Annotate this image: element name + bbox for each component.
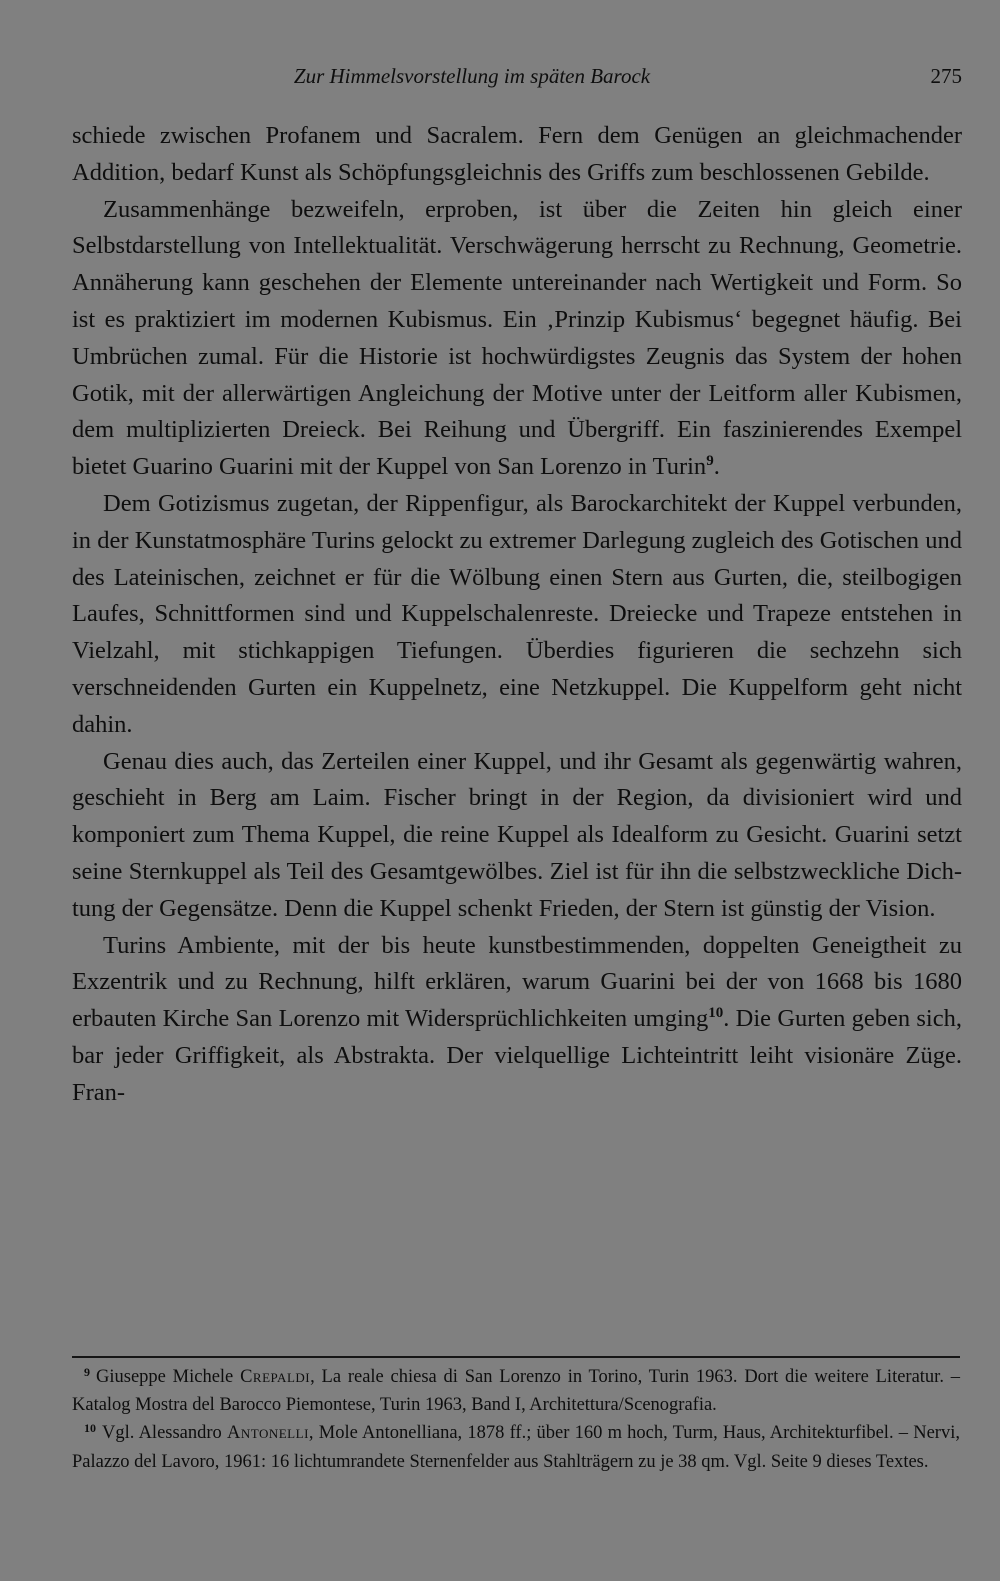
page-number: 275 (930, 64, 962, 88)
footnote-number: 10 (84, 1421, 96, 1436)
paragraph-gotizismus: Dem Gotizismus zugetan, der Rippenfigur, als Barockarchitekt der Kuppel verbunden, in der Kunstatmosphäre Turins gelockt zu extremer Darlegung zugleich des Gotischen und des Lateinischen, zeichnet er für die Wölbung einen Stern aus Gurten, die, steilbogigen Laufes, Schnittformen sind und Kuppelschalenreste. Dreiecke und Trapeze entstehen in Vielzahl, mit stichkappigen Tiefungen. Überdies figurieren die sechzehn sich verschneidenden Gurten ein Kuppelnetz, eine Netzkuppel. Die Kuppelform geht nicht dahin. (72, 489, 962, 738)
paragraph-turins-ambiente (72, 928, 962, 1112)
footnote-text: Giuseppe Michele (96, 1367, 241, 1387)
footnote-reference-10[interactable]: 10 (708, 1005, 724, 1022)
footnote-9 (72, 1363, 960, 1419)
paragraph-text-end: . Die Gurten geben sich, bar jeder Griffigkeit, als Abstrakta. Der vielquellige Lichteintritt leiht visionäre Züge. Fran- (72, 1005, 962, 1106)
body-text (72, 118, 962, 1112)
paragraph-kubismus (72, 192, 962, 486)
footnote-divider (72, 1356, 960, 1358)
running-head (72, 62, 962, 92)
footnote-text: Vgl. Alessandro (102, 1423, 228, 1444)
paragraph-text: Turins Ambiente, mit der bis heute kunstbestimmenden, doppelten Geneigtheit zu Exzentrik und zu Rechnung, hilft erklären, warum Guarini bei der von 1668 bis 1680 erbauten Kirche San Lorenzo mit Widersprüchlichkeiten umging (72, 931, 962, 1033)
paragraph-text: Zusammenhänge bezweifeln, erproben, ist über die Zeiten hin gleich einer Selbstdarstellung von Intellektualität. Verschwägerung herrscht zu Rechnung, Geometrie. Annäherung kann geschehen der Elemente untereinander nach Wertigkeit und Form. So ist es praktiziert im modernen Kubismus. Ein ‚Prinzip Kubismus‘ begegnet häufig. Bei Umbrüchen zumal. Für die Historie ist hochwürdigstes Zeugnis das System der hohen Gotik, mit der allerwärtigen Angleichung der Motive unter der Leitform aller Kubismen, dem multiplizierten Dreieck. Bei Reihung und Übergriff. Ein faszinierendes Exempel bietet Guarino Guarini mit der Kuppel von San Lorenzo in Turin (72, 195, 962, 481)
paragraph-berg-am-laim: Genau dies auch, das Zerteilen einer Kuppel, und ihr Gesamt als gegenwärtig wahren, geschieht in Berg am Laim. Fischer bringt in der Region, da divisioniert wird und komponiert zum Thema Kuppel, die reine Kuppel als Idealform zu Gesicht. Guarini setzt seine Sternkuppel als Teil des Gesamtgewölbes. Ziel ist für ihn die selbstzweckliche Dichtung der Gegensätze. Denn die Kuppel schenkt Frieden, der Stern ist günstig der Vision. (72, 747, 962, 922)
footnote-author: Antonelli (227, 1423, 309, 1444)
footnote-10 (72, 1419, 960, 1475)
footnote-number: 9 (84, 1365, 90, 1379)
footnote-author: Crepaldi (240, 1367, 311, 1387)
footnotes (72, 1363, 960, 1476)
footnote-text: , Mole Antonelliana, 1878 ff.; über 160 m hoch, Turm, Haus, Architekturfibel. – Nervi, Palazzo del Lavoro, 1961: 16 lichtumrandete Sternenfelder aus Stahlträgern zu je 38 qm. Vgl. Seite 9 dieses Textes. (72, 1423, 960, 1472)
running-title: Zur Himmelsvorstellung im späten Barock (293, 64, 651, 88)
footnote-reference-9[interactable]: 9 (706, 453, 714, 470)
paragraph-text-end: . (713, 453, 720, 481)
footnote-text: , La reale chiesa di San Lorenzo in Torino, Turin 1963. Dort die weitere Literatur. – Katalog Mostra del Barocco Piemontese, Turin 1963, Band I, Architettura/Scenografia. (72, 1367, 960, 1416)
paragraph-continued: schiede zwischen Profanem und Sacralem. Fern dem Genügen an gleichmachender Addition, bedarf Kunst als Schöpfungsgleichnis des Griffs zum beschlossenen Gebilde. (72, 122, 962, 186)
